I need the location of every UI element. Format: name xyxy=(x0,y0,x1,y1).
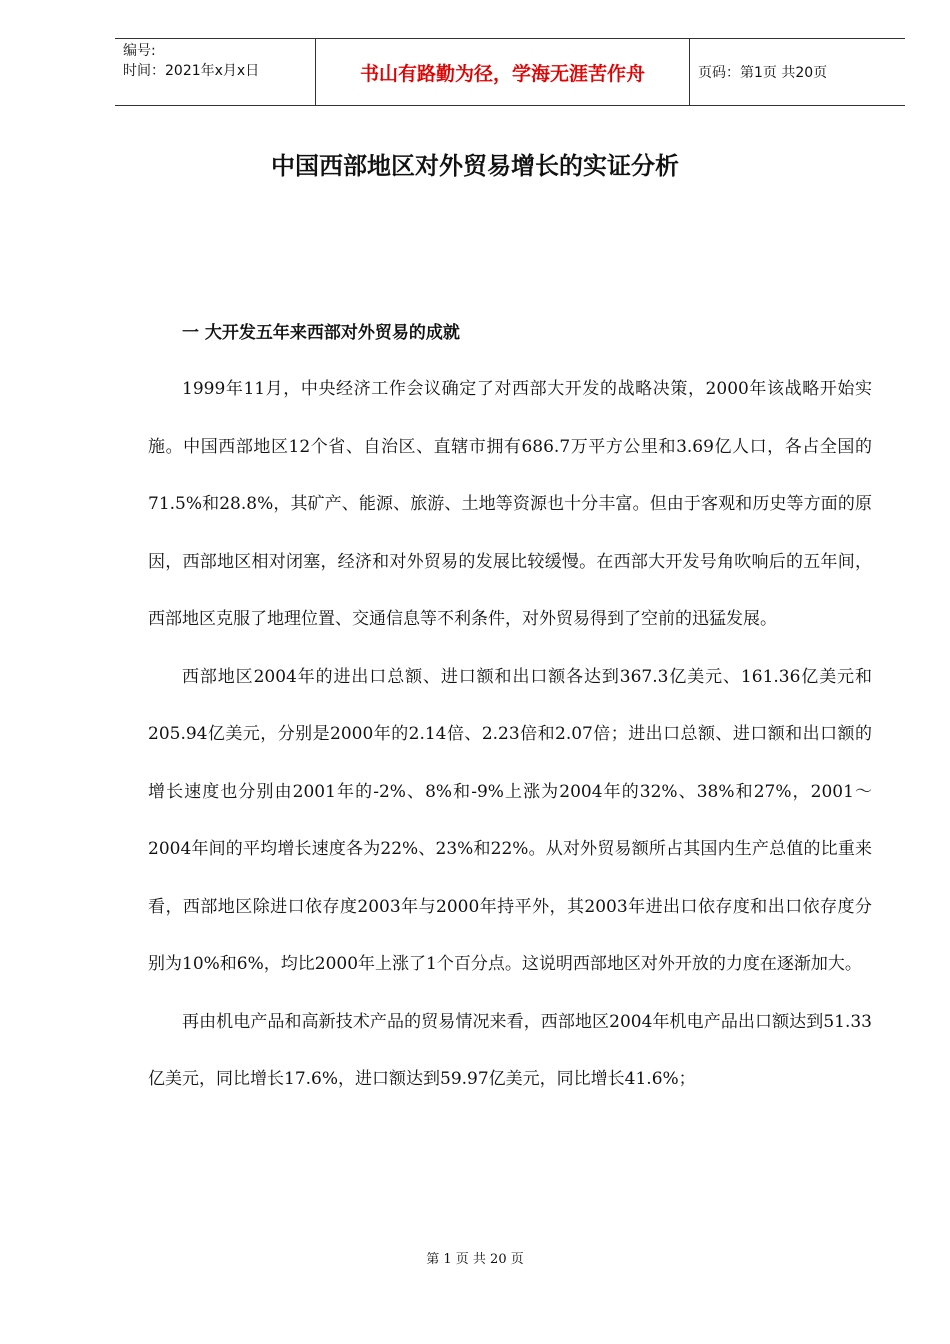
paragraph: 再由机电产品和高新技术产品的贸易情况来看，西部地区2004年机电产品出口额达到51.33亿美元，同比增长17.6%，进口额达到59.97亿美元，同比增长41.6%； xyxy=(148,1011,872,1089)
page-footer: 第 1 页 共 20 页 xyxy=(426,1252,524,1267)
time-label: 时间：2021年x月x日 xyxy=(123,63,260,79)
number-label: 编号: xyxy=(123,43,156,59)
header-meta xyxy=(115,39,316,105)
document-title: 中国西部地区对外贸易增长的实证分析 xyxy=(271,152,679,180)
page-header xyxy=(115,38,905,106)
header-page-info: 页码：第1页 共20页 xyxy=(698,65,828,81)
document-body xyxy=(148,361,872,1109)
section-heading: 一 大开发五年来西部对外贸易的成就 xyxy=(182,323,460,343)
paragraph: 西部地区2004年的进出口总额、进口额和出口额各达到367.3亿美元、161.36亿美元和205.94亿美元，分别是2000年的2.14倍、2.23倍和2.07倍；进出口总额、进口额和出口额的增长速度也分别由2001年的-2%、8%和-9%上涨为2004年的32%、38%和27%，2001～2004年间的平均增长速度各为22%、23%和22%。从对外贸易额所占其国内生产总值的比重来看，西部地区除进口依存度2003年与2000年持平外，其2003年进出口依存度和出口依存度分别为10%和6%，均比2000年上涨了1个百分点。这说明西部地区对外开放的力度在逐渐加大。 xyxy=(148,666,872,974)
header-motto: 书山有路勤为径，学海无涯苦作舟 xyxy=(316,39,690,105)
paragraph: 1999年11月，中央经济工作会议确定了对西部大开发的战略决策，2000年该战略开始实施。中国西部地区12个省、自治区、直辖市拥有686.7万平方公里和3.69亿人口，各占全国的71.5%和28.8%，其矿产、能源、旅游、土地等资源也十分丰富。但由于客观和历史等方面的原因，西部地区相对闭塞，经济和对外贸易的发展比较缓慢。在西部大开发号角吹响后的五年间，西部地区克服了地理位置、交通信息等不利条件，对外贸易得到了空前的迅猛发展。 xyxy=(148,379,872,629)
